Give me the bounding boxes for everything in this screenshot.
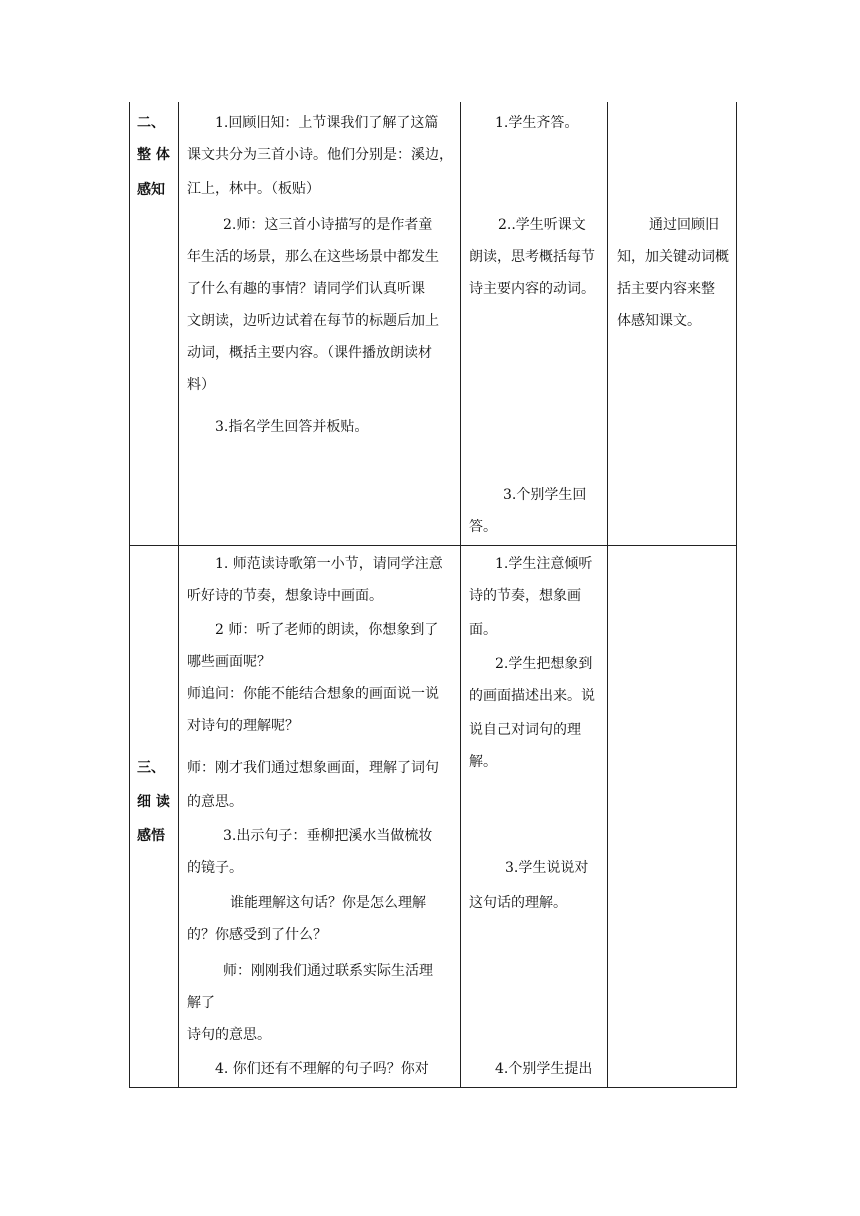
text-line: 诗的节奏，想象画 [469, 588, 581, 604]
stage-label: 细 读 [137, 794, 170, 810]
table-border-bottom [129, 1087, 737, 1088]
teacher-activity-cell [178, 102, 460, 545]
text-line: 2.学生把想象到 [495, 656, 593, 672]
teacher-activity-cell [178, 546, 460, 1087]
text-line: 2.师：这三首小诗描写的是作者童 [223, 217, 433, 233]
lesson-plan-table [129, 102, 737, 1088]
text-line: 3.指名学生回答并板贴。 [215, 419, 369, 435]
text-line: 2..学生听课文 [498, 217, 586, 233]
text-line: 3.出示句子：垂柳把溪水当做梳妆 [223, 828, 433, 844]
text-line: 3.个别学生回 [503, 487, 587, 503]
text-line: 动词，概括主要内容。（课件播放朗读材 [187, 345, 432, 361]
text-line: 说自己对词句的理 [469, 722, 581, 738]
stage-label: 感知 [137, 182, 165, 198]
text-line: 的镜子。 [187, 860, 243, 876]
text-line: 1.学生注意倾听 [495, 556, 593, 572]
text-line: 听好诗的节奏，想象诗中画面。 [187, 588, 383, 604]
text-line: 知，加关键动词概 [617, 249, 729, 265]
text-line: 体感知课文。 [617, 313, 701, 329]
text-line: 2 师：听了老师的朗读，你想象到了 [215, 622, 439, 638]
text-line: 面。 [469, 622, 497, 638]
text-line: 朗读，思考概括每节 [469, 249, 595, 265]
table-border-right [736, 102, 737, 1088]
text-line: 谁能理解这句话？你是怎么理解 [230, 895, 426, 911]
text-line: 料） [187, 377, 215, 393]
stage-label: 感悟 [137, 828, 165, 844]
text-line: 括主要内容来整 [617, 281, 715, 297]
text-line: 江上，林中。（板贴） [187, 181, 320, 197]
text-line: 1. 师范读诗歌第一小节，请同学注意 [215, 556, 443, 572]
text-line: 4. 你们还有不理解的句子吗？你对 [215, 1061, 429, 1077]
stage-cell [129, 102, 178, 545]
text-line: 诗句的意思。 [187, 1027, 271, 1043]
text-line: 师追问：你能不能结合想象的画面说一说 [187, 686, 439, 702]
text-line: 师：刚才我们通过想象画面，理解了词句 [187, 760, 439, 776]
text-line: 文朗读，边听边试着在每节的标题后加上 [187, 313, 439, 329]
text-line: 解。 [469, 754, 497, 770]
text-line: 1.回顾旧知：上节课我们了解了这篇 [215, 115, 439, 131]
stage-label: 三、 [137, 760, 165, 776]
text-line: 4.个别学生提出 [495, 1061, 593, 1077]
text-line: 年生活的场景，那么在这些场景中都发生 [187, 249, 439, 265]
text-line: 哪些画面呢？ [187, 654, 271, 670]
text-line: 的？你感受到了什么？ [187, 927, 327, 943]
text-line: 了什么有趣的事情？请同学们认真听课 [187, 281, 425, 297]
stage-cell [129, 546, 178, 1087]
text-line: 答。 [469, 519, 497, 535]
design-intent-cell [607, 546, 736, 1087]
student-activity-cell [460, 102, 607, 545]
text-line: 的意思。 [187, 794, 243, 810]
design-intent-cell [607, 102, 736, 545]
text-line: 3.学生说说对 [505, 860, 589, 876]
text-line: 这句话的理解。 [469, 895, 567, 911]
text-line: 师：刚刚我们通过联系实际生活理 [223, 963, 433, 979]
text-line: 的画面描述出来。说 [469, 688, 595, 704]
text-line: 通过回顾旧 [649, 217, 719, 233]
text-line: 课文共分为三首小诗。他们分别是：溪边， [187, 147, 453, 163]
text-line: 解了 [187, 995, 215, 1011]
stage-label: 整 体 [137, 147, 170, 163]
stage-label: 二、 [137, 115, 165, 131]
text-line: 诗主要内容的动词。 [469, 281, 595, 297]
text-line: 1.学生齐答。 [495, 115, 579, 131]
student-activity-cell [460, 546, 607, 1087]
text-line: 对诗句的理解呢？ [187, 718, 299, 734]
